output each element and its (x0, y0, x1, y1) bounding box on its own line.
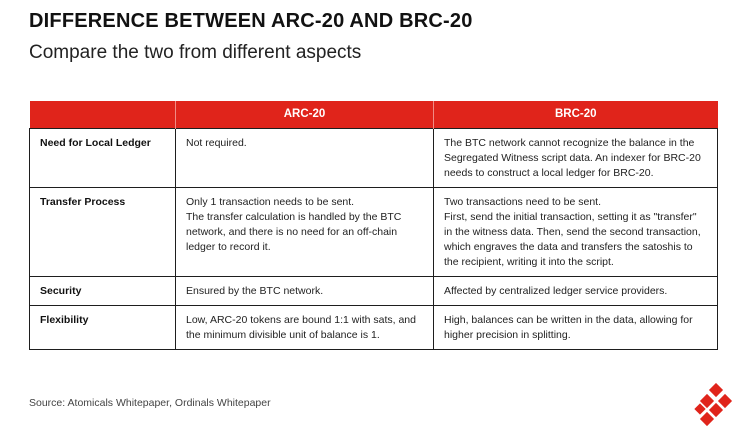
comparison-table (29, 101, 718, 350)
header-brc20: BRC-20 (434, 101, 718, 129)
cell-brc20: Affected by centralized ledger service providers. (434, 277, 718, 306)
row-aspect: Flexibility (30, 306, 176, 350)
row-aspect: Need for Local Ledger (30, 129, 176, 188)
table-row (30, 277, 718, 306)
header-arc20: ARC-20 (176, 101, 434, 129)
table-header-row (30, 101, 718, 129)
cell-arc20: Ensured by the BTC network. (176, 277, 434, 306)
table-row (30, 306, 718, 350)
row-aspect: Security (30, 277, 176, 306)
cell-brc20 (434, 188, 718, 277)
cell-line: Two transactions need to be sent. (444, 196, 602, 208)
cell-line: First, send the initial transaction, setting it as "transfer" in the witness data. Then, send the second transaction, which engraves the data and transfers the satoshis to the recipient, writing it into the script. (444, 211, 701, 268)
source-note: Source: Atomicals Whitepaper, Ordinals Whitepaper (29, 397, 271, 409)
table-row (30, 129, 718, 188)
page-subtitle: Compare the two from different aspects (29, 42, 362, 63)
cell-brc20: High, balances can be written in the data, allowing for higher precision in splitting. (434, 306, 718, 350)
table-row (30, 188, 718, 277)
red-pixel-logo-icon (694, 383, 740, 429)
cell-arc20 (176, 188, 434, 277)
header-aspect (30, 101, 176, 129)
row-aspect: Transfer Process (30, 188, 176, 277)
cell-line: Only 1 transaction needs to be sent. (186, 196, 355, 208)
page-title: DIFFERENCE BETWEEN ARC-20 AND BRC-20 (29, 10, 473, 32)
cell-arc20: Low, ARC-20 tokens are bound 1:1 with sats, and the minimum divisible unit of balance is 1. (176, 306, 434, 350)
cell-brc20: The BTC network cannot recognize the balance in the Segregated Witness script data. An indexer for BRC-20 needs to construct a local ledger for BRC-20. (434, 129, 718, 188)
cell-arc20: Not required. (176, 129, 434, 188)
cell-line: The transfer calculation is handled by the BTC network, and there is no need for an off-chain ledger to record it. (186, 211, 402, 253)
